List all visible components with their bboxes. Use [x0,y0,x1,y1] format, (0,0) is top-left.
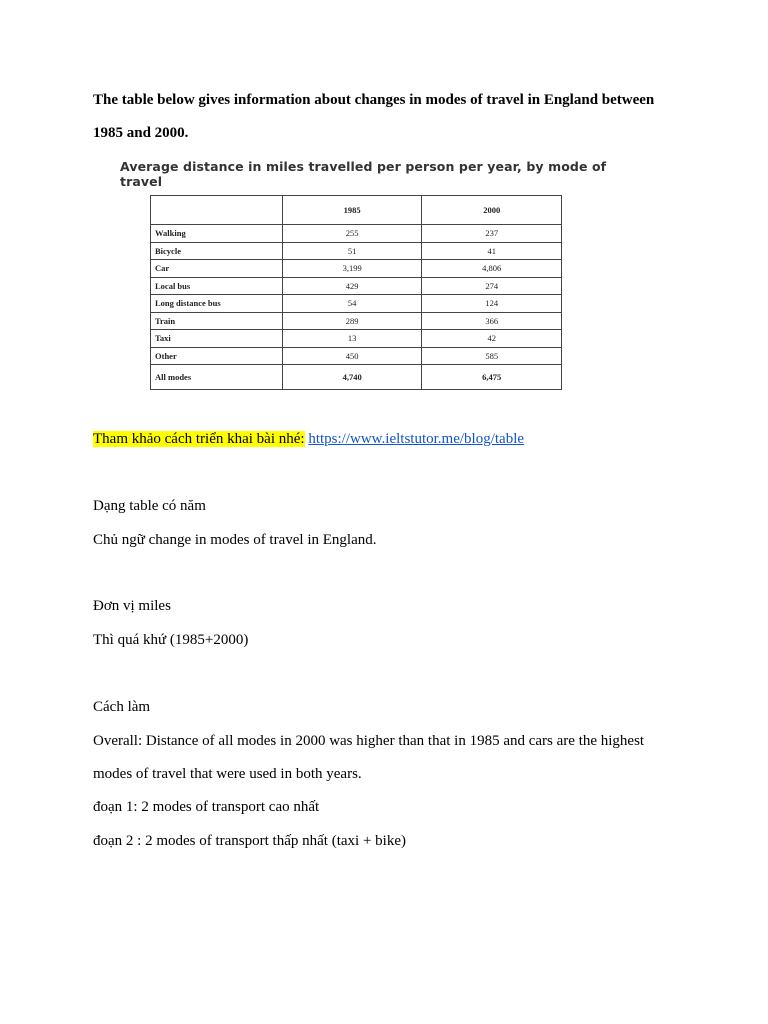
header-2000: 2000 [422,196,562,225]
total-value-1985: 4,740 [282,365,422,390]
row-label: Bicycle [151,242,283,260]
row-value-1985: 3,199 [282,260,422,278]
row-value-1985: 289 [282,312,422,330]
reference-link[interactable]: https://www.ieltstutor.me/blog/table [308,431,525,447]
row-label: Walking [151,225,283,243]
table-total-row [151,365,562,390]
intro-line-2: 1985 and 2000. [93,125,189,141]
row-label: Taxi [151,330,283,348]
travel-table [150,195,562,390]
intro-paragraph [93,84,693,150]
intro-line-1: The table below gives information about changes in modes of travel in England between [93,92,655,108]
row-value-2000: 4,806 [422,260,562,278]
table-row [151,225,562,243]
note-overall-line-1: Overall: Distance of all modes in 2000 was higher than that in 1985 and cars are the highest [93,733,645,749]
row-value-1985: 429 [282,277,422,295]
row-value-1985: 54 [282,295,422,313]
row-value-1985: 450 [282,347,422,365]
reference-line [93,429,524,449]
row-value-1985: 51 [282,242,422,260]
table-row [151,330,562,348]
note-paragraph-2: đoạn 2 : 2 modes of transport thấp nhất (taxi + bike) [93,833,406,849]
row-value-2000: 237 [422,225,562,243]
note-overall-line-2: modes of travel that were used in both years. [93,766,362,782]
header-corner [151,196,283,225]
row-value-1985: 255 [282,225,422,243]
note-type: Dạng table có năm [93,498,206,514]
row-value-2000: 41 [422,242,562,260]
row-value-1985: 13 [282,330,422,348]
table-title: Average distance in miles travelled per person per year, by mode of travel [120,159,607,189]
table-row [151,347,562,365]
table-row [151,260,562,278]
row-label: Train [151,312,283,330]
table-row [151,277,562,295]
note-subject: Chủ ngữ change in modes of travel in England. [93,532,377,548]
row-value-2000: 42 [422,330,562,348]
table-header-row [151,196,562,225]
total-value-2000: 6,475 [422,365,562,390]
row-value-2000: 274 [422,277,562,295]
table-row [151,295,562,313]
row-label: Other [151,347,283,365]
note-paragraph-1: đoạn 1: 2 modes of transport cao nhất [93,799,320,815]
reference-label: Tham khảo cách triển khai bài nhé: [93,431,305,447]
table-row [151,242,562,260]
row-label: Local bus [151,277,283,295]
row-label: Long distance bus [151,295,283,313]
header-1985: 1985 [282,196,422,225]
row-label: Car [151,260,283,278]
table-row [151,312,562,330]
note-method-heading: Cách làm [93,699,151,715]
row-value-2000: 585 [422,347,562,365]
note-tense: Thì quá khứ (1985+2000) [93,632,249,648]
note-unit: Đơn vị miles [93,598,171,614]
row-value-2000: 124 [422,295,562,313]
row-value-2000: 366 [422,312,562,330]
total-label: All modes [151,365,283,390]
